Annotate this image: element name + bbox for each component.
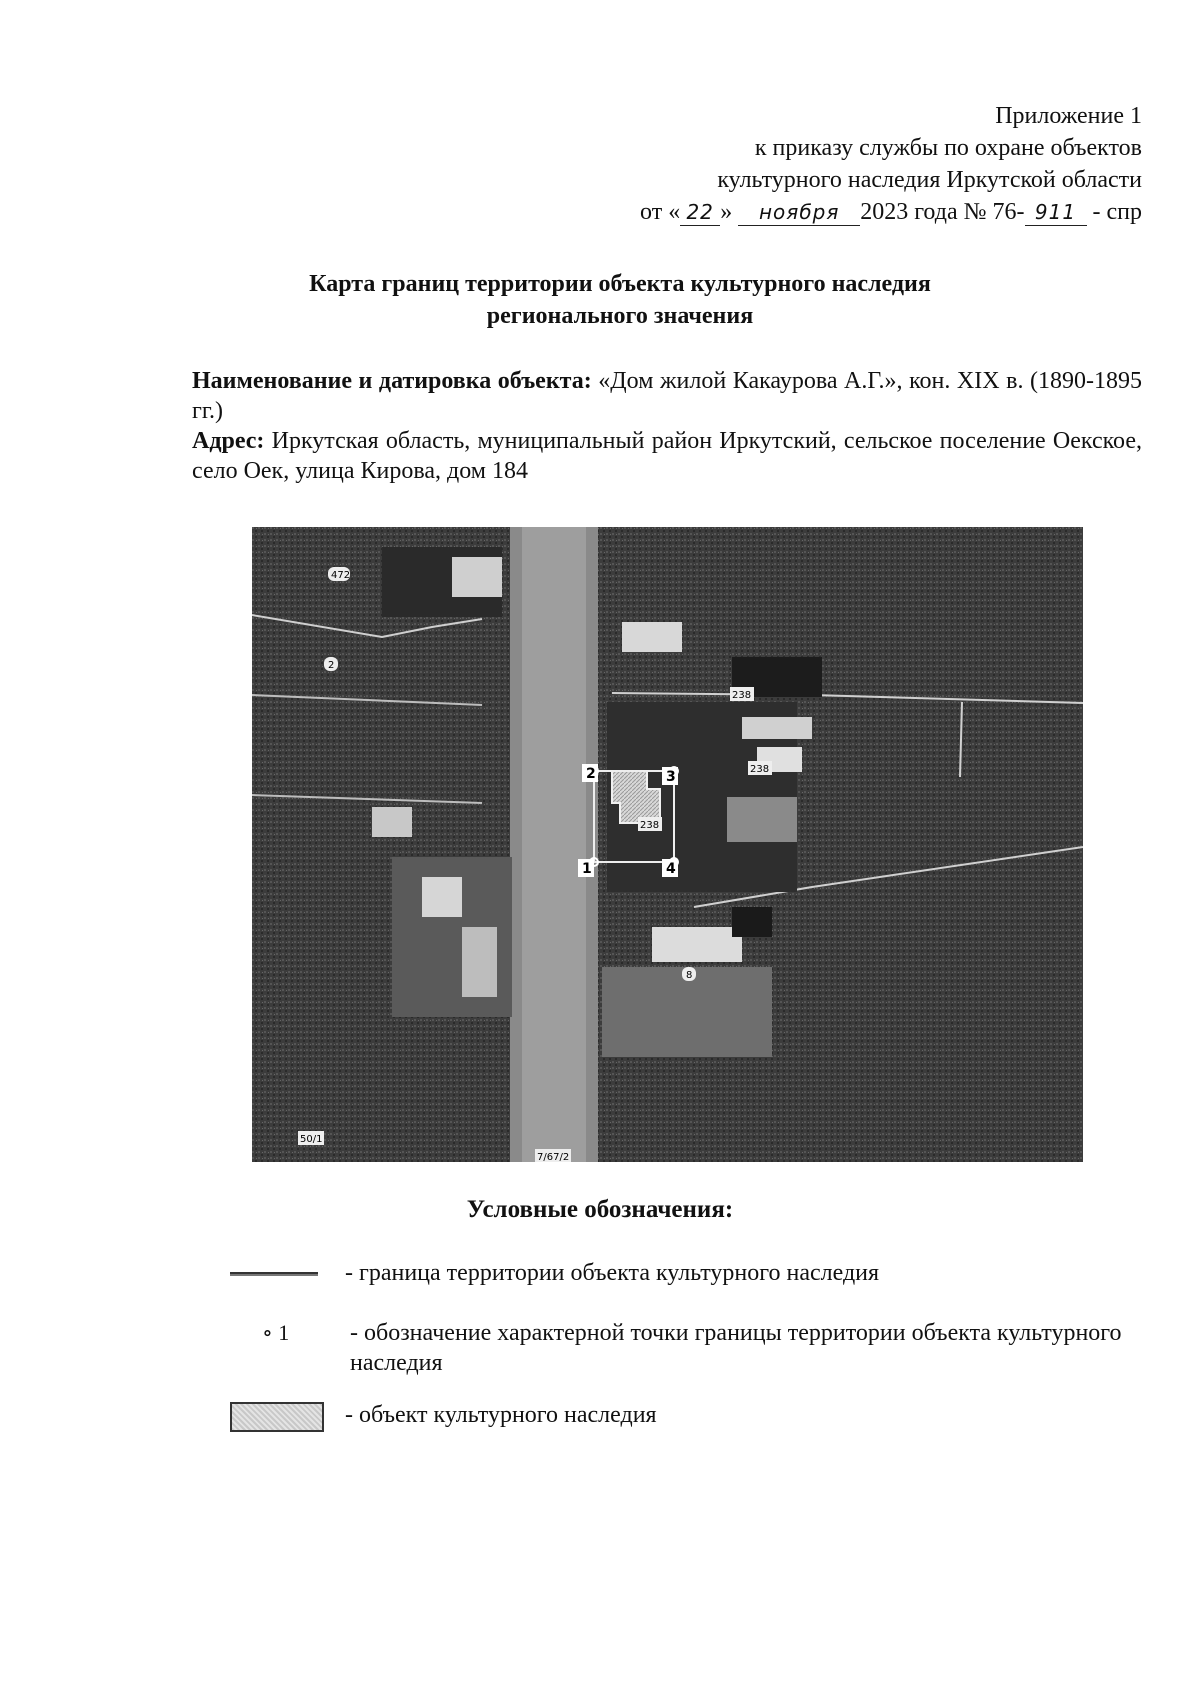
point-label-2: 2 — [586, 766, 596, 782]
object-address — [192, 426, 1142, 486]
order-number: 911 — [1025, 199, 1087, 226]
building — [732, 907, 772, 937]
agency-line: культурного наследия Иркутской области — [717, 167, 1142, 193]
parcel-label: 238 — [750, 764, 770, 775]
parcel-label: 8 — [686, 970, 693, 981]
legend-title: Условные обозначения: — [466, 1196, 734, 1223]
object-name-label: Наименование и датировка объекта: — [192, 368, 592, 394]
appendix-label: Приложение 1 — [995, 103, 1142, 129]
date-year: 2023 года № 76- — [860, 199, 1025, 225]
title-line-2: регионального значения — [486, 303, 754, 329]
document-header — [640, 100, 1142, 228]
building — [622, 622, 682, 652]
legend-point-text: - обозначение характерной точки границы территории объекта культурного наследия — [350, 1320, 1122, 1376]
order-suffix: - спр — [1086, 199, 1142, 225]
object-name-value: «Дом жилой Какаурова А.Г.», кон. XIX в. (1890-1895 гг.) — [192, 368, 1142, 424]
map-svg — [252, 527, 1083, 1162]
boundary-line-icon — [230, 1272, 318, 1276]
building — [452, 557, 502, 597]
date-month: ноября — [738, 199, 860, 226]
legend-object-text: - объект культурного наследия — [345, 1402, 657, 1428]
point-label-3: 3 — [666, 769, 676, 785]
date-mid: » — [720, 199, 733, 225]
parcel-label: 238 — [732, 690, 752, 701]
parcel-label: 50/1 — [300, 1134, 323, 1145]
parcel-label: 238 — [640, 820, 660, 831]
object-info — [192, 366, 1142, 486]
title-line-1: Карта границ территории объекта культурного наследия — [309, 271, 931, 297]
object-name — [192, 366, 1142, 426]
parcel-label: 7/67/2 — [537, 1152, 570, 1162]
building — [462, 927, 497, 997]
building — [727, 797, 797, 842]
legend-boundary-text: - граница территории объекта культурного наследия — [345, 1260, 880, 1286]
object-address-label: Адрес: — [192, 428, 265, 454]
parcel-label: 472 — [331, 570, 351, 581]
point-label-1: 1 — [582, 861, 592, 877]
building — [652, 927, 742, 962]
object-address-value: Иркутская область, муниципальный район Иркутский, сельское поселение Оекское, село Оек, улица Кирова, дом 184 — [192, 428, 1142, 484]
boundary-point-legend-icon: ∘ 1 — [262, 1320, 290, 1345]
heritage-object-icon — [230, 1402, 324, 1432]
order-line: к приказу службы по охране объектов — [754, 135, 1142, 161]
date-prefix: от « — [640, 199, 681, 225]
parcel-label: 2 — [328, 660, 335, 671]
building — [742, 717, 812, 739]
building — [372, 807, 412, 837]
point-label-4: 4 — [666, 861, 676, 877]
satellite-map — [252, 527, 1083, 1162]
building — [422, 877, 462, 917]
date-day: 22 — [680, 199, 720, 226]
document-title — [190, 268, 1050, 332]
road-center — [522, 527, 586, 1162]
order-date-line — [640, 196, 1142, 228]
